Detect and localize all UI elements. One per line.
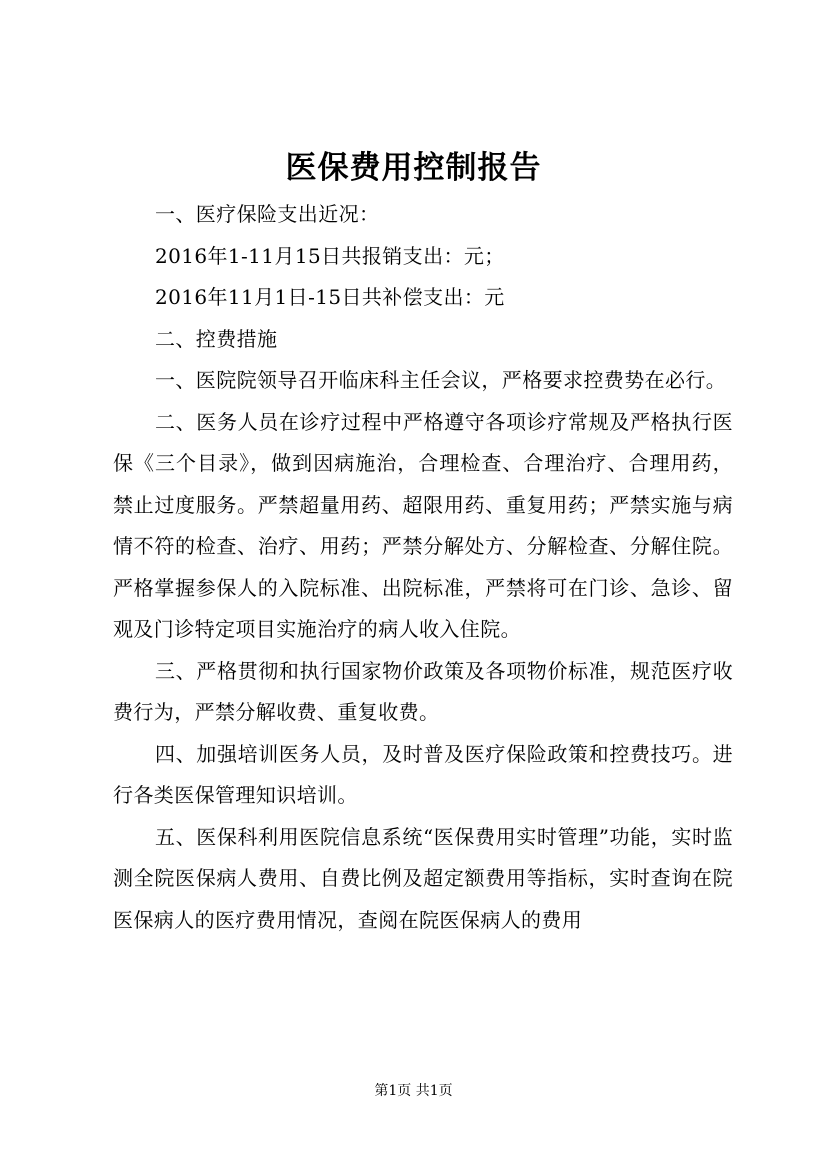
section-heading-expenditure: 一、医疗保险支出近况： [155,202,380,226]
measure-item-3: 三、严格贯彻和执行国家物价政策及各项物价标准，规范医疗收费行为，严禁分解收费、重复收费。 [113,658,733,724]
page-footer: 第1页 共1页 [374,1083,453,1099]
document-title: 医保费用控制报告 [285,150,542,186]
measure-item-2: 二、医务人员在诊疗过程中严格遵守各项诊疗常规及严格执行医保《三个目录》，做到因病施治，合理检查、合理治疗、合理用药，禁止过度服务。严禁超量用药、超限用药、重复用药；严禁实施与病情不符的检查、治疗、用药；严禁分解处方、分解检查、分解住院。严格掌握参保人的入院标准、出院标准，严禁将可在门诊、急诊、留观及门诊特定项目实施治疗的病人收入住院。 [113,409,733,641]
measure-item-5: 五、医保科利用医院信息系统“医保费用实时管理”功能，实时监测全院医保病人费用、自费比例及超定额费用等指标，实时查询在院医保病人的医疗费用情况，查阅在院医保病人的费用 [113,824,733,932]
measure-item-4: 四、加强培训医务人员，及时普及医疗保险政策和控费技巧。进行各类医保管理知识培训。 [113,741,733,807]
measure-item-1: 一、医院院领导召开临床科主任会议，严格要求控费势在必行。 [155,368,727,392]
paragraph-reimbursement: 2016年1-11月15日共报销支出：元； [155,243,505,268]
paragraph-compensation: 2016年11月1日-15日共补偿支出：元 [155,285,505,309]
section-heading-measures: 二、控费措施 [155,326,278,351]
document-body [113,194,733,941]
